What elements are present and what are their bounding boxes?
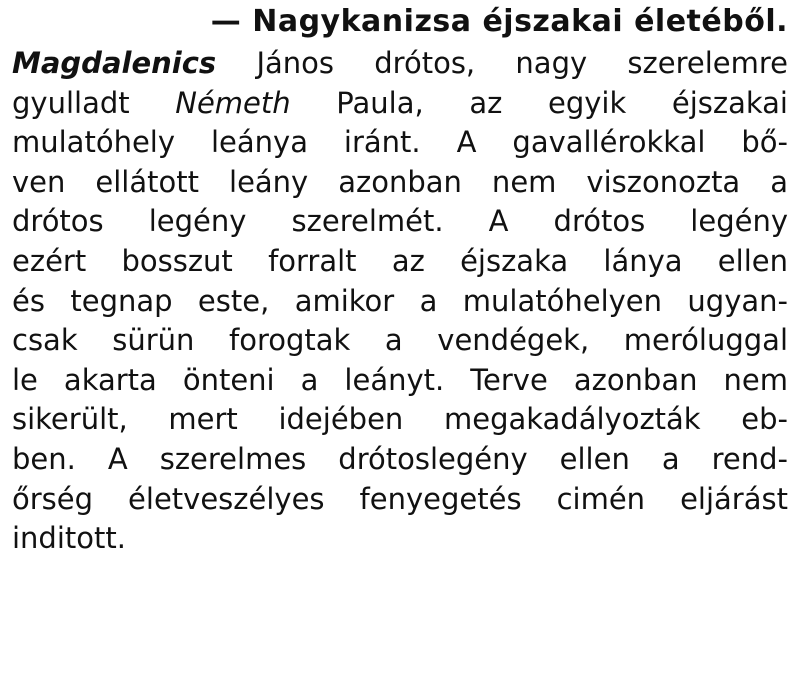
person-name-nemeth: Németh <box>175 85 291 120</box>
article-line-5: drótos legény szerelmét. A drótos legény <box>12 204 788 239</box>
article-line-12: őrség életveszélyes fenyegetés cimén eljárást <box>12 481 788 516</box>
article-line-10: sikerült, mert idejében megakadályozták eb- <box>12 402 788 437</box>
article-line-13: inditott. <box>12 521 126 556</box>
article-line-8: csak sürün forogtak a vendégek, meróluggal <box>12 323 788 358</box>
article-line-7: és tegnap este, amikor a mulatóhelyen ugyan- <box>12 283 788 318</box>
article-line-2-text: Paula, az egyik éjszakai <box>290 85 788 120</box>
article-line-3: mulatóhely leánya iránt. A gavallérokkal bő- <box>12 125 788 160</box>
article-line-9: le akarta önteni a leányt. Terve azonban nem <box>12 362 788 397</box>
article-line-11: ben. A szerelmes drótoslegény ellen a rend- <box>12 441 788 476</box>
article-line-1 <box>12 44 788 84</box>
article-line-1-text: János drótos, nagy szerelemre <box>216 46 788 80</box>
person-name-magdalenics: Magdalenics <box>12 46 217 80</box>
article-line-6: ezért bosszut forralt az éjszaka lánya ellen <box>12 243 788 278</box>
article-line-4: ven ellátott leány azonban nem viszonozta a <box>12 164 788 199</box>
article-headline: — Nagykanizsa éjszakai életéből. <box>210 4 788 39</box>
article-line-2 <box>12 84 788 124</box>
newspaper-article <box>12 4 788 559</box>
article-line-2-pre: gyulladt <box>12 85 176 120</box>
